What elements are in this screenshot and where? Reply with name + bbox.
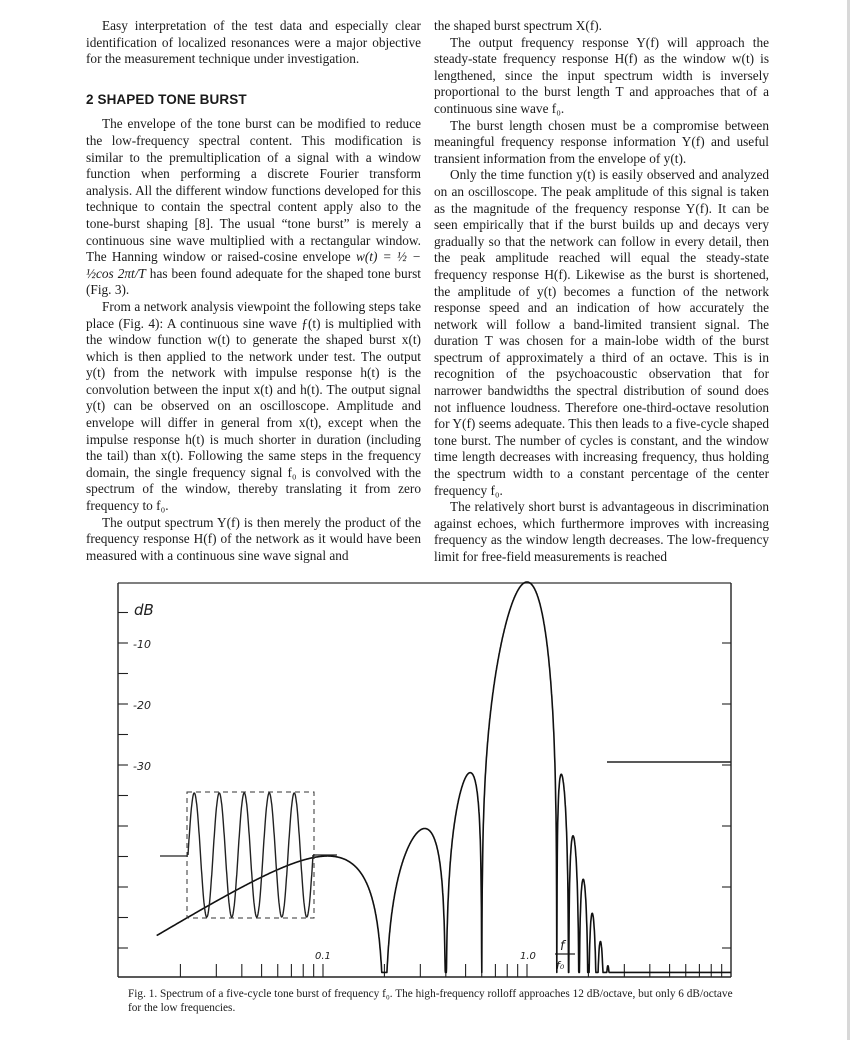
paragraph: The relatively short burst is advantageous in discrimination against echoes, which furthermore improves with increasing frequency as the window length decreases. The low-frequency limit for free-field measurements is reached <box>434 499 769 564</box>
spectrum-curve <box>157 582 731 972</box>
x-label-1-0: 1.0 <box>520 951 536 962</box>
formula: w(t) = ½ − ½cos 2πt/T <box>86 249 421 281</box>
inset-burst-waveform <box>188 793 313 917</box>
paragraph: From a network analysis viewpoint the following steps take place (Fig. 4): A continuous sine wave ƒ(t) is multiplied with the window function w(t) to generate the shaped burst x(t) which is then applied to the network under test. The output y(t) from the network with impulse response h(t) is the convolution between the input x(t) and h(t). The output signal y(t) can be observed on an oscilloscope. Amplitude and envelope will differ in general from x(t), except when the impulse response h(t) is much shorter in duration (including the tail) than x(t). Following the same steps in the frequency domain, the single frequency signal f₀ is convolved with the spectrum of the window, thereby translating it from zero frequency to f₀. <box>86 298 421 514</box>
figure-caption: Fig. 1. Spectrum of a five-cycle tone burst of frequency f₀. The high-frequency rolloff approaches 12 dB/octave, but only 6 dB/octave for the low frequencies. <box>128 988 733 1014</box>
y-label-minus-30: -30 <box>133 760 151 773</box>
section-heading: 2 SHAPED TONE BURST <box>86 91 247 107</box>
y-axis-ticks <box>118 613 128 949</box>
paragraph: The output frequency response Y(f) will approach the steady-state frequency response H(f) as the window w(t) is lengthened, since the input spectrum width is inversely proportional to the burst length T and approaches that of a continuous sine wave f₀. <box>434 34 769 116</box>
paragraph: Easy interpretation of the test data and especially clear identification of localized resonances were a major objective for the measurement technique under investigation. <box>86 18 421 67</box>
y-axis-unit: dB <box>134 601 154 619</box>
chart-frame <box>118 583 731 977</box>
x-label-0-1: 0.1 <box>315 951 331 962</box>
text-run: The envelope of the tone burst can be modified to reduce the low-frequency spectral content. This modification is similar to the premultiplication of a signal with a window function when performing a discrete Fourier transform analysis. All the different window functions developed for this technique to contain the spectral content apply also to the tone-burst shaping [8]. The usual “tone burst” is merely a continuous sine wave multiplied with a rectangular window. The Hanning window or raised-cosine envelope <box>86 116 421 265</box>
y-label-minus-10: -10 <box>133 638 151 651</box>
paragraph: the shaped burst spectrum X(f). <box>434 18 603 33</box>
x-axis-label-denominator: f₀ <box>556 959 565 972</box>
paragraph: Only the time function y(t) is easily observed and analyzed on an oscilloscope. The peak amplitude of this signal is taken as the magnitude of the frequency response Y(f). It can be seen empirically that if the burst builds up and decays very gradually so that the network can follow in every detail, then the peak amplitude reached will equal the steady-state frequency response H(f). Likewise as the burst is shortened, the amplitude of y(t) becomes a function of the network response speed and an indication of how accurately the network will follow a band-limited transient signal. The duration T was chosen for a main-lobe width of the burst spectrum of approximately a third of an octave. This is in recognition of the psychoacoustic observation that for narrower bandwidths the spectral distribution of sound does not influence loudness. Therefore one-third-octave resolution for Y(f) seems adequate. This then leads to a five-cycle shaped tone burst. The number of cycles is constant, and the window time length decreases with increasing frequency, thus holding the spectrum width to a constant percentage of the center frequency f₀. <box>434 167 769 498</box>
x-axis-label-numerator: f <box>560 939 565 954</box>
inset-tone-burst <box>160 792 337 918</box>
paragraph: The burst length chosen must be a compromise between meaningful frequency response information Y(f) and useful transient information from the envelope of y(t). <box>434 117 769 166</box>
x-axis-label-f-over-f0 <box>555 939 575 972</box>
y-axis-ticks-right <box>722 643 731 948</box>
paragraph: The output spectrum Y(f) is then merely the product of the frequency response H(f) of the network as it would have been measured with a continuous sine wave signal and <box>86 514 421 563</box>
text-run: has been found adequate for the shaped tone burst (Fig. 3). <box>86 265 422 298</box>
x-axis-ticks <box>180 964 721 977</box>
y-label-minus-20: -20 <box>133 699 151 712</box>
